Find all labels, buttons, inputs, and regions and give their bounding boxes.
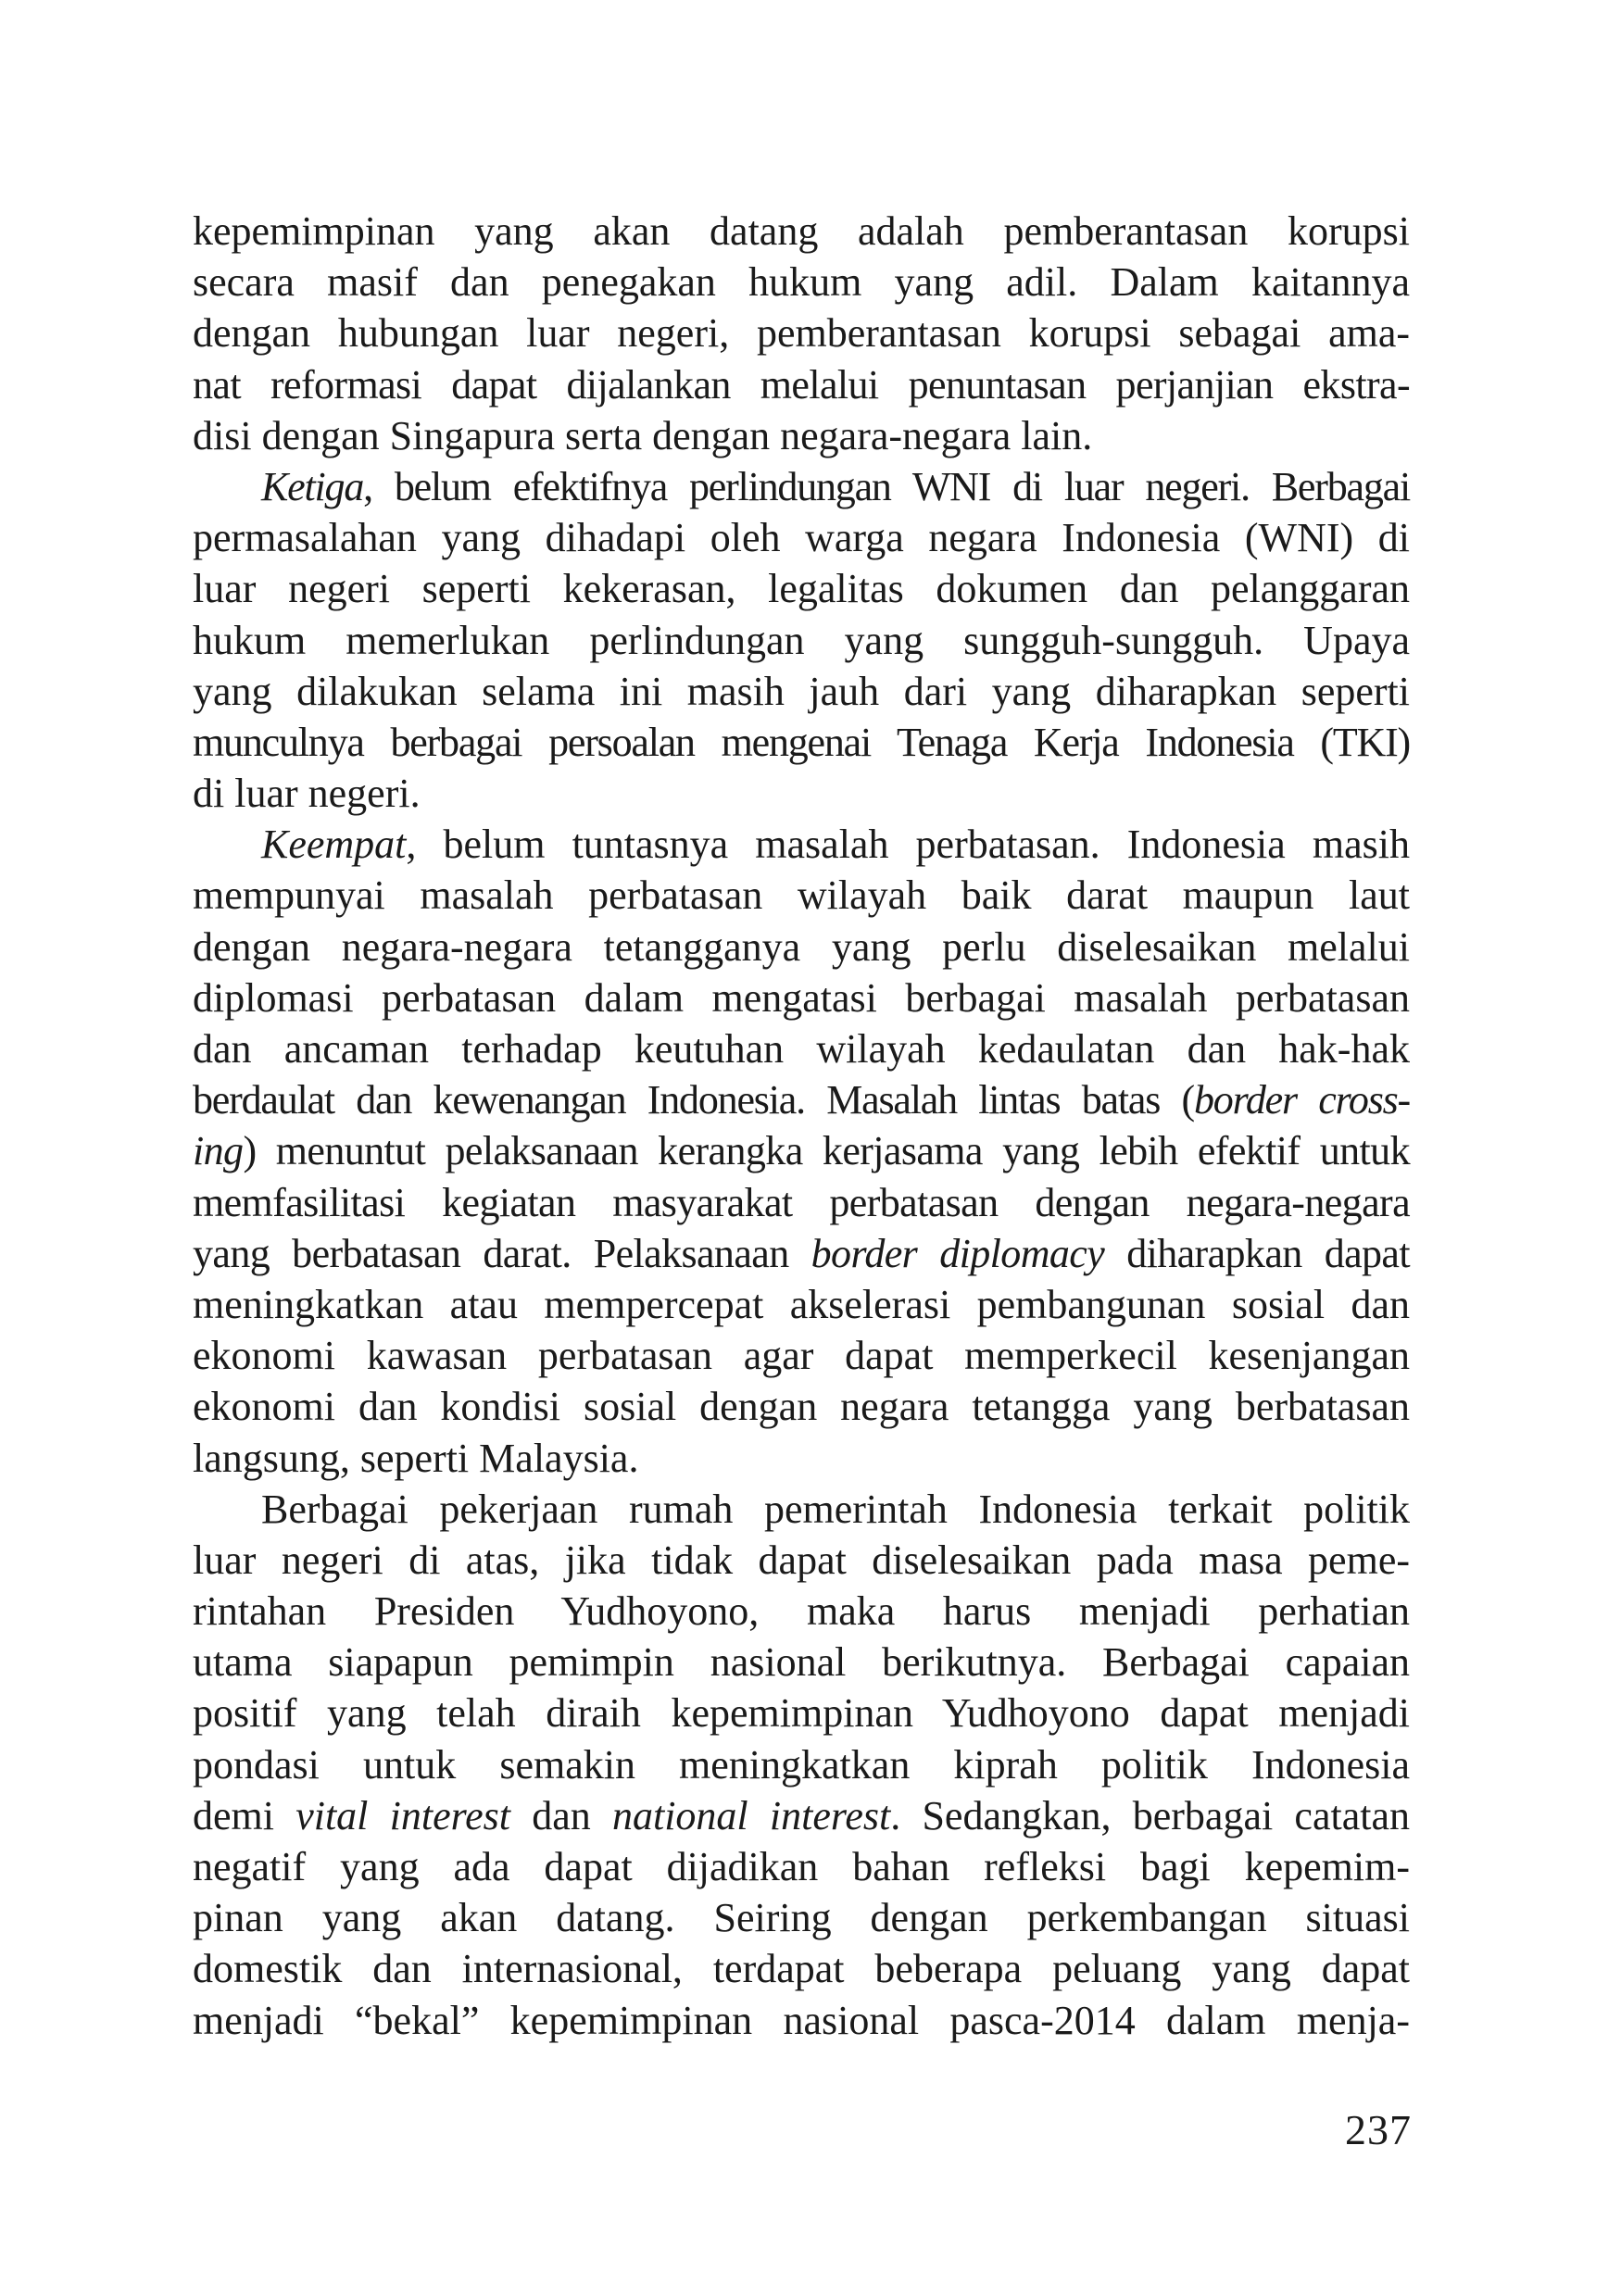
text-run: ) menuntut pelaksanaan kerangka kerjasama yang lebih efektif untuk [243, 1128, 1410, 1174]
text-line [193, 1177, 1410, 1228]
text-run: pondasi untuk semakin meningkatkan kiprah politik Indonesia [193, 1741, 1410, 1788]
italic-text: ing [193, 1128, 244, 1174]
text-run: dengan hubungan luar negeri, pemberantasan korupsi sebagai ama- [193, 310, 1410, 357]
text-line [193, 768, 1410, 819]
text-run: demi [193, 1792, 296, 1838]
italic-text: national interest [611, 1792, 891, 1838]
text-line [193, 1228, 1410, 1279]
text-run: mempunyai masalah perbatasan wilayah baik darat maupun laut [193, 872, 1410, 919]
text-run: dengan negara-negara tetangganya yang perlu diselesaikan melalui [193, 923, 1410, 970]
text-line [193, 870, 1410, 921]
text-line [193, 1995, 1410, 2046]
text-line [193, 1892, 1410, 1943]
italic-text: vital interest [295, 1792, 510, 1838]
text-line [193, 1074, 1410, 1125]
text-run: rintahan Presiden Yudhoyono, maka harus menjadi perhatian [193, 1588, 1410, 1635]
italic-text: Keempat [261, 822, 407, 868]
text-run: positif yang telah diraih kepemimpinan Yudhoyono dapat menjadi [193, 1690, 1410, 1737]
italic-text: border diplomacy [810, 1230, 1105, 1276]
body-text [193, 206, 1410, 2046]
text-line [193, 1381, 1410, 1432]
text-run: diplomasi perbatasan dalam mengatasi berbagai masalah perbatasan [193, 974, 1410, 1021]
text-line [193, 1433, 1410, 1484]
text-line [193, 972, 1410, 1023]
text-line [193, 666, 1410, 717]
text-line [193, 307, 1410, 358]
text-line [193, 563, 1410, 614]
text-run: memfasilitasi kegiatan masyarakat perbatasan dengan negara-negara [193, 1179, 1410, 1225]
text-line [193, 1279, 1410, 1330]
text-run: utama siapapun pemimpin nasional berikutnya. Berbagai capaian [193, 1639, 1410, 1686]
text-run: yang dilakukan selama ini masih jauh dari yang diharapkan seperti [193, 668, 1410, 714]
text-line [193, 410, 1410, 461]
text-run: yang berbatasan darat. Pelaksanaan [193, 1230, 811, 1276]
text-line [193, 1586, 1410, 1637]
text-run: munculnya berbagai persoalan mengenai Tenaga Kerja Indonesia (TKI) [193, 719, 1410, 765]
text-line [193, 257, 1410, 307]
text-run: berdaulat dan kewenangan Indonesia. Masalah lintas batas ( [193, 1077, 1194, 1123]
text-line [193, 512, 1410, 563]
text-line [193, 1790, 1410, 1841]
text-run: secara masif dan penegakan hukum yang adil. Dalam kaitannya [193, 259, 1410, 306]
text-run: disi dengan Singapura serta dengan negara-negara lain. [193, 412, 1093, 458]
text-line [193, 1943, 1410, 1994]
text-line [193, 615, 1410, 666]
text-run: pinan yang akan datang. Seiring dengan perkembangan situasi [193, 1895, 1410, 1941]
text-run: kepemimpinan yang akan datang adalah pemberantasan korupsi [193, 208, 1410, 254]
text-run: diharapkan dapat [1104, 1230, 1410, 1276]
text-line [193, 717, 1410, 768]
text-run: ekonomi dan kondisi sosial dengan negara tetangga yang berbatasan [193, 1384, 1410, 1430]
text-line [193, 461, 1410, 512]
text-run: menjadi “bekal” kepemimpinan nasional pasca-2014 dalam menja- [193, 1997, 1410, 2043]
text-run: luar negeri seperti kekerasan, legalitas dokumen dan pelanggaran [193, 566, 1410, 612]
text-line [193, 1637, 1410, 1687]
text-run: . Sedangkan, berbagai catatan [890, 1792, 1410, 1838]
text-run: nat reformasi dapat dijalankan melalui penuntasan perjanjian ekstra- [193, 361, 1410, 408]
text-line [193, 1125, 1410, 1176]
text-run: negatif yang ada dapat dijadikan bahan refleksi bagi kepemim- [193, 1844, 1410, 1889]
text-line [193, 819, 1410, 870]
text-line [193, 206, 1410, 257]
text-run: , belum efektifnya perlindungan WNI di luar negeri. Berbagai [363, 463, 1410, 509]
text-line [193, 922, 1410, 972]
text-run: langsung, seperti Malaysia. [193, 1435, 639, 1481]
text-line [193, 1330, 1410, 1381]
text-run: meningkatkan atau mempercepat akselerasi pembangunan sosial dan [193, 1281, 1410, 1327]
text-run: ekonomi kawasan perbatasan agar dapat memperkecil kesenjangan [193, 1333, 1410, 1379]
text-run: , belum tuntasnya masalah perbatasan. Indonesia masih [406, 822, 1410, 868]
text-run: hukum memerlukan perlindungan yang sungguh-sungguh. Upaya [193, 617, 1410, 663]
page-number: 237 [1345, 2106, 1412, 2153]
text-line [193, 1687, 1410, 1738]
text-line [193, 1484, 1410, 1535]
text-line [193, 1535, 1410, 1586]
text-line [193, 359, 1410, 410]
italic-text: border cross- [1193, 1077, 1410, 1123]
text-run: dan ancaman terhadap keutuhan wilayah kedaulatan dan hak-hak [193, 1026, 1410, 1072]
text-run: luar negeri di atas, jika tidak dapat diselesaikan pada masa peme- [193, 1537, 1410, 1583]
text-run: permasalahan yang dihadapi oleh warga negara Indonesia (WNI) di [193, 515, 1410, 561]
text-run: domestik dan internasional, terdapat beberapa peluang yang dapat [193, 1946, 1410, 1992]
italic-text: Ketiga [261, 463, 364, 509]
text-run: dan [509, 1792, 612, 1838]
text-run: Berbagai pekerjaan rumah pemerintah Indonesia terkait politik [261, 1486, 1410, 1532]
text-run: di luar negeri. [193, 771, 421, 817]
text-line [193, 1841, 1410, 1892]
text-line [193, 1739, 1410, 1790]
text-line [193, 1023, 1410, 1074]
